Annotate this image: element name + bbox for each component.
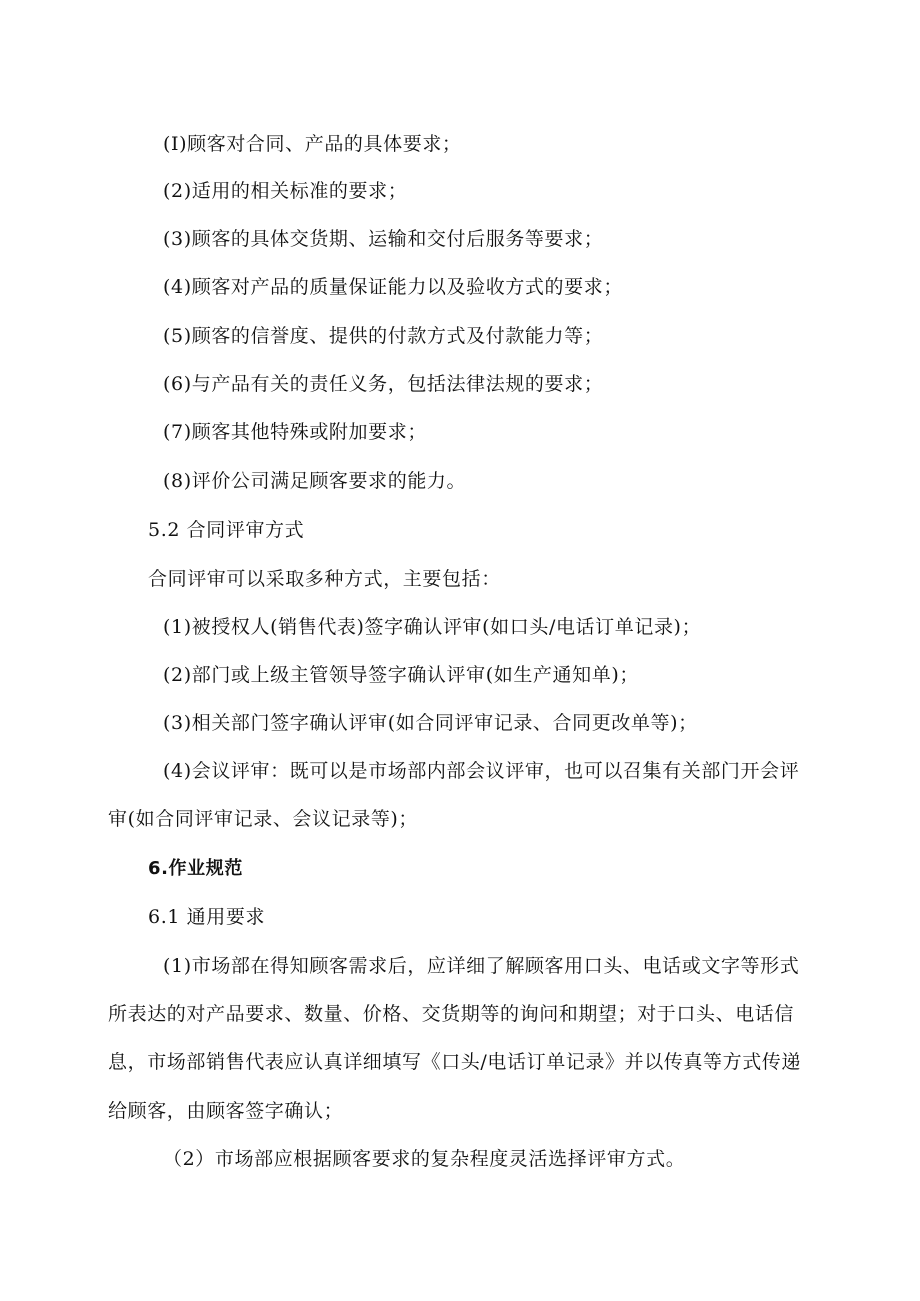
list-item: (4)会议评审：既可以是市场部内部会议评审，也可以召集有关部门开会评 — [163, 760, 800, 782]
list-item: (5)顾客的信誉度、提供的付款方式及付款能力等； — [163, 325, 604, 347]
list-item: (6)与产品有关的责任义务，包括法律法规的要求； — [163, 373, 604, 395]
list-item: (7)顾客其他特殊或附加要求； — [163, 421, 427, 443]
list-item: (4)顾客对产品的质量保证能力以及验收方式的要求； — [163, 276, 623, 298]
list-item-continuation: 审(如合同评审记录、会议记录等)； — [108, 808, 419, 830]
section-heading: 5.2 合同评审方式 — [148, 519, 305, 541]
list-item: (2)部门或上级主管领导签字确认评审(如生产通知单)； — [163, 664, 639, 686]
paragraph-line: (1)市场部在得知顾客需求后，应详细了解顾客用口头、电话或文字等形式 — [163, 955, 800, 977]
paragraph-line: 息，市场部销售代表应认真详细填写《口头/电话订单记录》并以传真等方式传递 — [108, 1051, 802, 1073]
section-heading: 6.作业规范 — [148, 858, 243, 879]
list-item: (8)评价公司满足顾客要求的能力。 — [163, 470, 467, 492]
subsection-heading: 6.1 通用要求 — [148, 906, 266, 928]
list-item: (I)顾客对合同、产品的具体要求； — [163, 133, 462, 155]
paragraph: （2）市场部应根据顾客要求的复杂程度灵活选择评审方式。 — [163, 1148, 686, 1170]
list-item: (2)适用的相关标准的要求； — [163, 180, 408, 202]
paragraph-line: 给顾客，由顾客签字确认； — [108, 1100, 344, 1122]
paragraph-line: 所表达的对产品要求、数量、价格、交货期等的询问和期望；对于口头、电话信 — [108, 1003, 795, 1025]
paragraph: 合同评审可以采取多种方式，主要包括： — [148, 568, 501, 590]
list-item: (3)相关部门签字确认评审(如合同评审记录、合同更改单等)； — [163, 712, 698, 734]
list-item: (1)被授权人(销售代表)签字确认评审(如口头/电话订单记录)； — [163, 616, 702, 638]
list-item: (3)顾客的具体交货期、运输和交付后服务等要求； — [163, 228, 604, 250]
